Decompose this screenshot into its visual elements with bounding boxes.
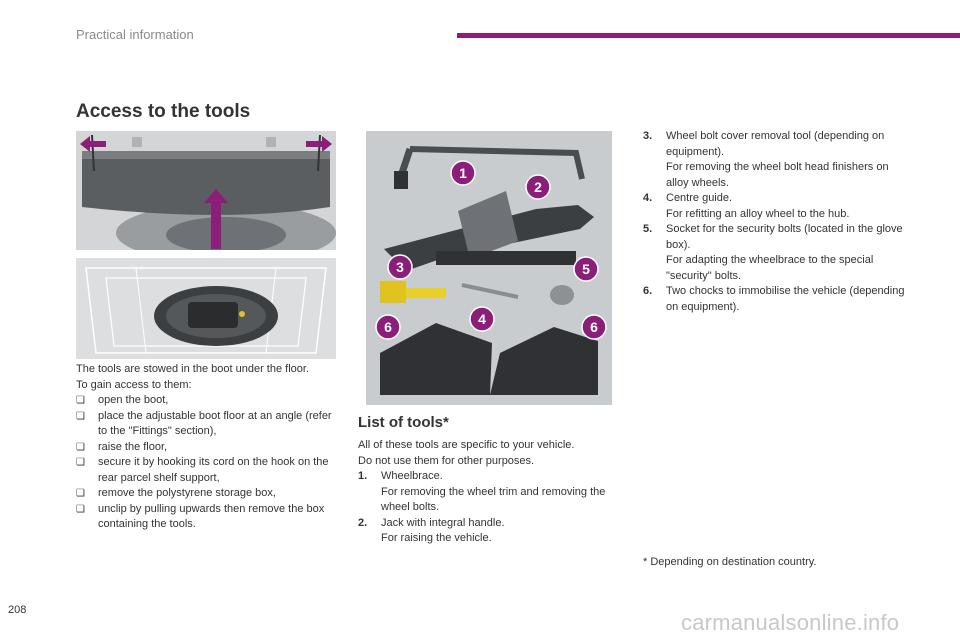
list-item: ❏ remove the polystyrene storage box, — [76, 486, 338, 502]
checkbox-bullet-icon: ❏ — [76, 503, 85, 515]
checkbox-bullet-icon: ❏ — [76, 410, 85, 422]
diagram-label: 5 — [582, 261, 590, 277]
checkbox-bullet-icon: ❏ — [76, 441, 85, 453]
list-intro: All of these tools are specific to your vehicle. — [358, 439, 575, 451]
intro-line: The tools are stowed in the boot under the floor. — [76, 363, 309, 375]
accent-bar — [457, 33, 960, 38]
diagram-label: 4 — [478, 311, 486, 327]
tool-item: 1. Wheelbrace. For removing the wheel trim and removing the wheel bolts. — [358, 470, 606, 513]
page-number: 208 — [8, 604, 27, 616]
storage-box-image — [76, 258, 336, 359]
tool-item: 6. Two chocks to immobilise the vehicle (depending on equipment). — [643, 285, 905, 313]
tool-item: 2. Jack with integral handle. For raising the vehicle. — [358, 516, 505, 544]
checkbox-bullet-icon: ❏ — [76, 457, 85, 468]
intro-text — [76, 362, 338, 533]
diagram-label: 6 — [384, 319, 392, 335]
list-item: ❏ secure it by hooking its cord on the hook on the rear parcel shelf support, — [76, 456, 329, 484]
list-title: List of tools* — [358, 414, 449, 431]
section-header: Practical information — [76, 27, 194, 42]
tools-list-part2 — [643, 129, 908, 315]
footnote: * Depending on destination country. — [643, 556, 817, 568]
diagram-label: 1 — [459, 165, 467, 181]
tool-item: 3. Wheel bolt cover removal tool (depending on equipment). For removing the wheel bolt head finishers on alloy wheels. — [643, 130, 889, 189]
intro-line: To gain access to them: — [76, 378, 192, 391]
tools-list-part1 — [358, 438, 618, 547]
list-intro: Do not use them for other purposes. — [358, 454, 535, 467]
checkbox-bullet-icon: ❏ — [76, 488, 85, 499]
tool-item: 5. Socket for the security bolts (located in the glove box). For adapting the wheelbrace to the special "security" bolts. — [643, 223, 903, 282]
boot-floor-image — [76, 131, 336, 250]
watermark: carmanualsonline.info — [681, 610, 900, 635]
diagram-label: 2 — [534, 179, 542, 195]
diagram-label: 6 — [590, 319, 598, 335]
diagram-label: 3 — [396, 259, 404, 275]
tools-diagram — [366, 131, 612, 405]
page-title: Access to the tools — [76, 101, 251, 122]
list-item: ❏ unclip by pulling upwards then remove the box containing the tools. — [76, 502, 325, 530]
tool-item: 4. Centre guide. For refitting an alloy wheel to the hub. — [643, 192, 850, 220]
checkbox-bullet-icon: ❏ — [76, 395, 85, 406]
list-item: ❏ place the adjustable boot floor at an angle (refer to the "Fittings" section), — [76, 409, 332, 437]
list-item: ❏ raise the floor, — [76, 440, 338, 456]
list-item: ❏ open the boot, — [76, 393, 338, 409]
